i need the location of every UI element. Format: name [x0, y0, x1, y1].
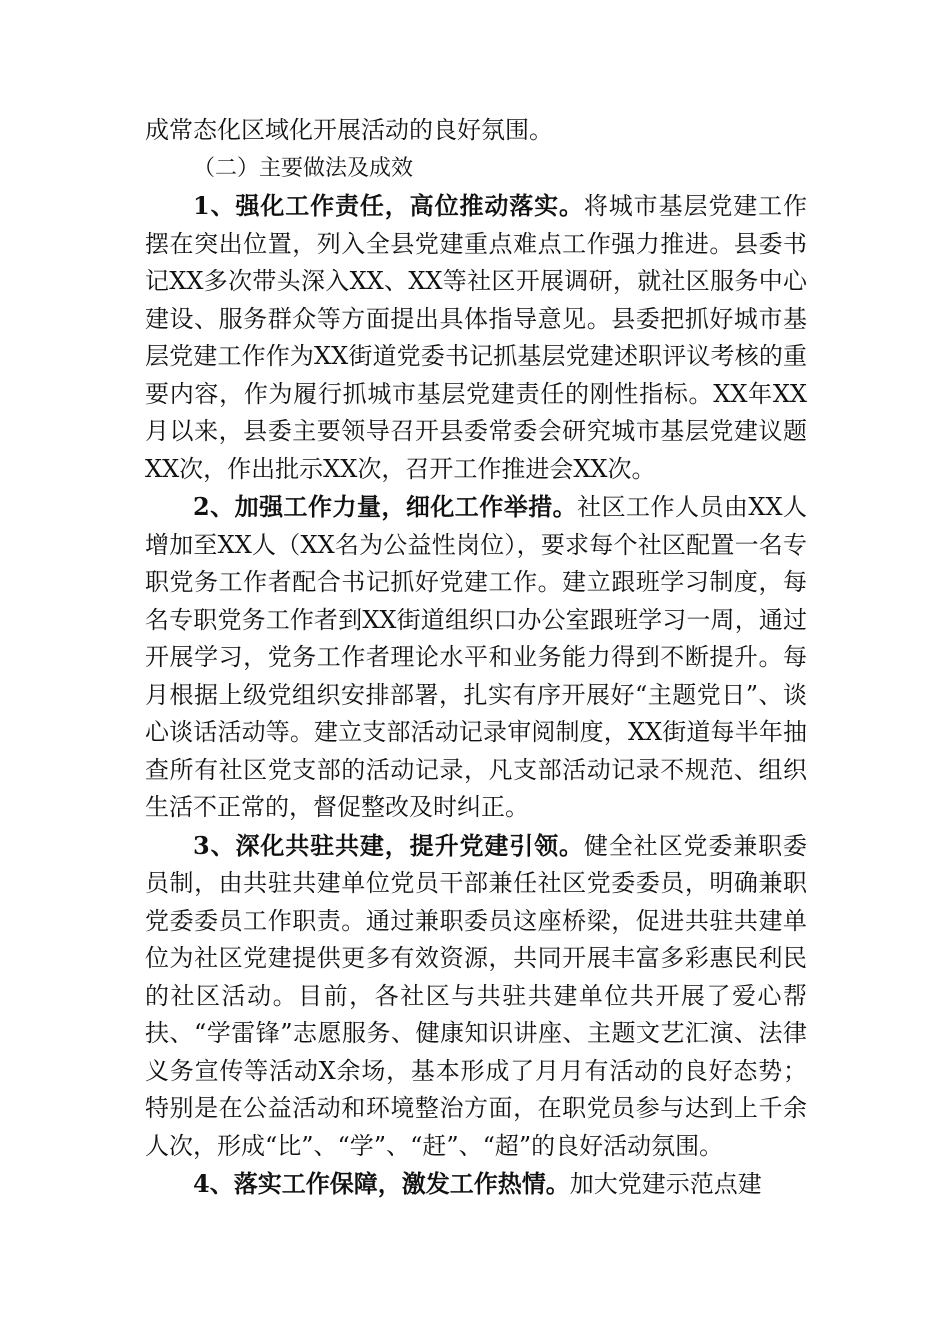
paragraph-1-body: 将城市基层党建工作摆在突出位置，列入全县党建重点难点工作强力推进。县委书记XX多次带头深入XX、XX等社区开展调研，就社区服务中心建设、服务群众等方面提出具体指导意见。县委把抓好城市基层党建工作作为XX街道党委书记抓基层党建述职评议考核的重要内容，作为履行抓城市基层党建责任的刚性指标。XX年XX月以来，县委主要领导召开县委常委会研究城市基层党建议题XX次，作出批示XX次，召开工作推进会XX次。 [145, 192, 808, 483]
paragraph-3-body: 健全社区党委兼职委员制，由共驻共建单位党员干部兼任社区党委委员，明确兼职党委委员工作职责。通过兼职委员这座桥梁，促进共驻共建单位为社区党建提供更多有效资源，共同开展丰富多彩惠民利民的社区活动。目前，各社区与共驻共建单位共开展了爱心帮扶、“学雷锋”志愿服务、健康知识讲座、主题文艺汇演、法律义务宣传等活动X余场，基本形成了月月有活动的良好态势；特别是在公益活动和环境整治方面，在职党员参与达到上千余人次，形成“比”、“学”、“赶”、“超”的良好活动氛围。 [145, 831, 808, 1160]
paragraph-4 [145, 1165, 807, 1204]
paragraph-4-lead: 4、落实工作保障，激发工作热情。 [193, 1169, 570, 1198]
paragraph-1-lead: 1、强化工作责任，高位推动落实。 [193, 191, 584, 220]
paragraph-3-lead: 3、深化共驻共建，提升党建引领。 [193, 830, 584, 860]
paragraph-1 [145, 187, 807, 488]
paragraph-2-body: 社区工作人员由XX人增加至XX人（XX名为公益性岗位），要求每个社区配置一名专职党务工作者配合书记抓好党建工作。建立跟班学习制度，每名专职党务工作者到XX街道组织口办公室跟班学习一周，通过开展学习，党务工作者理论水平和业务能力得到不断提升。每月根据上级党组织安排部署，扎实有序开展好“主题党日”、谈心谈话活动等。建立支部活动记录审阅制度，XX街道每半年抽查所有社区党支部的活动记录，凡支部活动记录不规范、组织生活不正常的，督促整改及时纠正。 [145, 493, 808, 821]
document-page [145, 112, 807, 1204]
paragraph-2-lead: 2、加强工作力量，细化工作举措。 [193, 492, 578, 521]
opening-line: 成常态化区域化开展活动的良好氛围。 [145, 116, 553, 144]
paragraph-4-body: 加大党建示范点建 [569, 1170, 762, 1198]
section-heading: （二）主要做法及成效 [193, 155, 414, 181]
paragraph-3 [145, 827, 807, 1166]
paragraph-2 [145, 488, 807, 827]
